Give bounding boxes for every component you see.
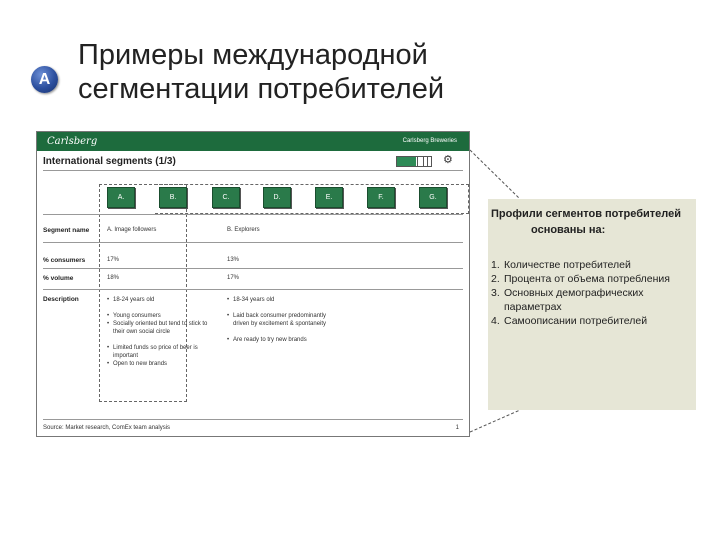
row-label-description: Description [43, 296, 79, 303]
row-label-volume: % volume [43, 275, 74, 282]
list-item: 4. Самоописании потребителей [491, 315, 648, 327]
segment-b-volume: 17% [227, 275, 240, 281]
page-title-line-2: сегментации потребителей [78, 73, 445, 105]
segment-a-description-1: • Young consumers [107, 313, 161, 319]
segment-a-description-2: • Socially oriented but tend to stick to their own social circle [107, 321, 208, 335]
segment-a-name: A. Image followers [107, 227, 157, 233]
segment-b-name: B. Explorers [227, 227, 260, 233]
gear-icon: ⚙ [443, 154, 453, 166]
segment-b-consumers: 13% [227, 257, 240, 263]
list-item: 3. Основных демографических параметрах [491, 287, 644, 313]
segment-a-description-4: • Open to new brands [107, 361, 168, 367]
section-badge-a: A [31, 66, 58, 93]
segment-a-age: • 18-24 years old [107, 297, 155, 303]
segment-e-tab[interactable]: E. [315, 187, 343, 208]
panel-heading-line-2: основаны на: [531, 224, 606, 236]
brand-name: Carlsberg Breweries [402, 138, 457, 144]
segment-b-tab[interactable]: B. [159, 187, 187, 208]
segment-b-description-1: • Laid back consumer predominantly driven by excitement & spontaneity [227, 313, 327, 327]
segment-c-tab[interactable]: C. [212, 187, 240, 208]
segment-d-tab[interactable]: D. [263, 187, 291, 208]
segment-g-tab[interactable]: G. [419, 187, 447, 208]
row-label-segment-name: Segment name [43, 227, 90, 234]
segment-a-description-3: • Limited funds so price of beer is important [107, 345, 198, 359]
criteria-list [491, 258, 691, 328]
list-item: 1. Количестве потребителей [491, 259, 631, 271]
segment-a-consumers: 17% [107, 257, 120, 263]
page-title-line-1: Примеры международной [78, 39, 428, 71]
panel-heading [491, 206, 681, 238]
callout-line-top [470, 150, 520, 199]
segment-b-age: • 18-34 years old [227, 297, 275, 303]
segment-a-volume: 18% [107, 275, 120, 281]
carlsberg-logo: Carlsberg [47, 136, 98, 147]
page-number: 1 [455, 425, 459, 431]
callout-line-bottom [470, 410, 520, 432]
source-note: Source: Market research, ComEx team analysis [43, 425, 171, 431]
segment-f-tab[interactable]: F. [367, 187, 395, 208]
list-item: 2. Процента от объема потребления [491, 273, 670, 285]
row-label-consumers: % consumers [43, 257, 86, 264]
callout-panel [488, 199, 696, 410]
panel-heading-line-1: Профили сегментов потребителей [491, 208, 681, 220]
segment-a-tab[interactable]: A. [107, 187, 135, 208]
slide-title: International segments (1/3) [43, 156, 176, 167]
segment-b-description-2: • Are ready to try new brands [227, 337, 307, 343]
